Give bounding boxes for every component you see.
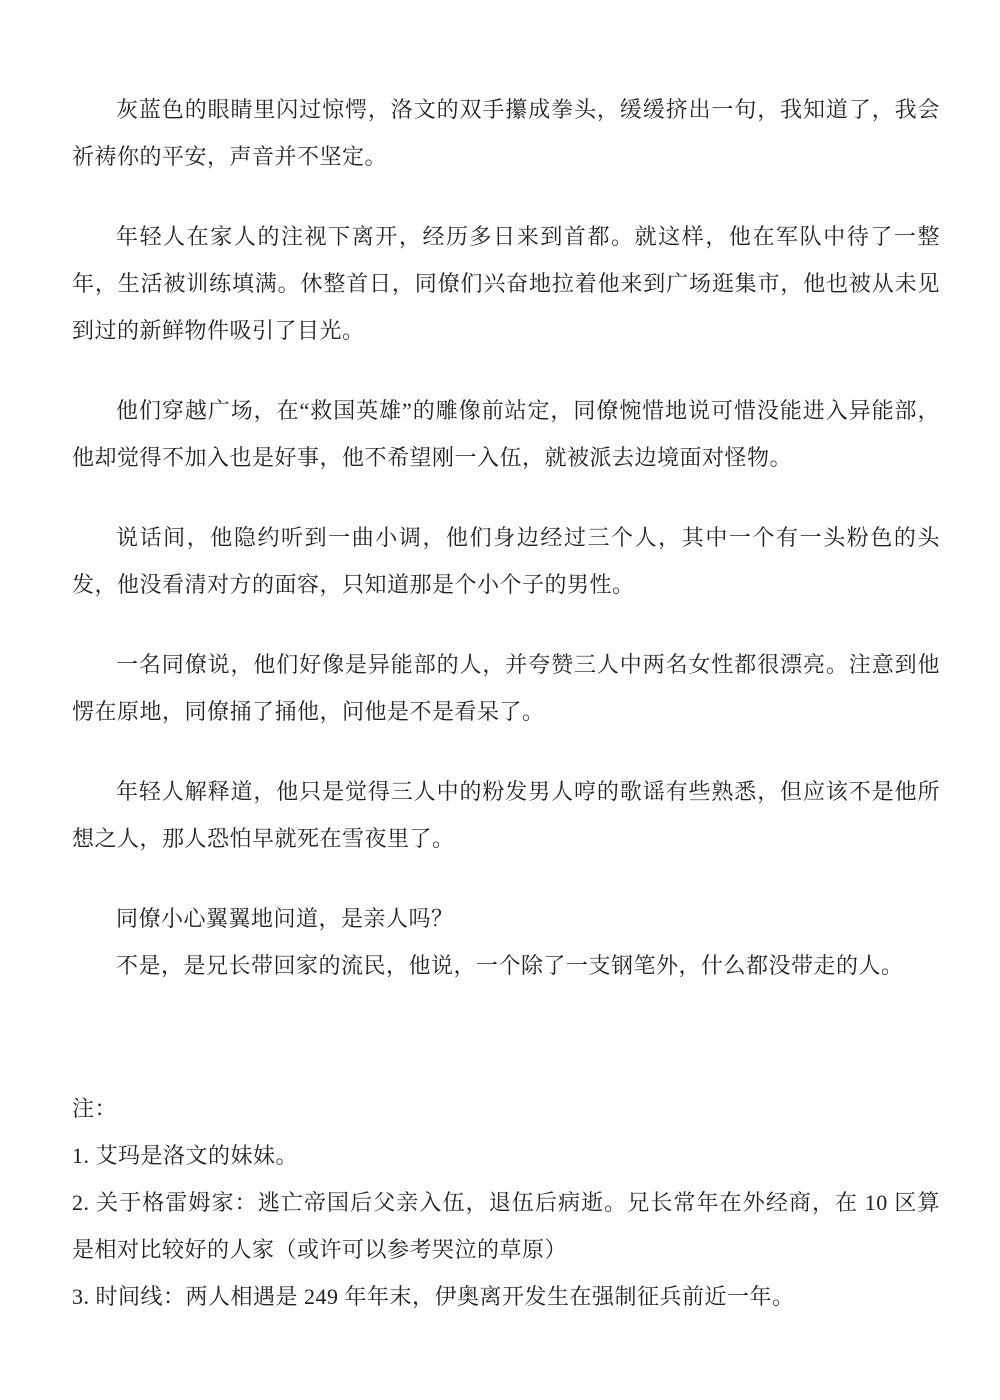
- story-paragraph: 说话间，他隐约听到一曲小调，他们身边经过三个人，其中一个有一头粉色的头发，他没看清对方的面容，只知道那是个小个子的男性。: [72, 525, 940, 597]
- story-paragraph: 不是，是兄长带回家的流民，他说，一个除了一支钢笔外，什么都没带走的人。: [116, 953, 904, 978]
- story-paragraph: 灰蓝色的眼睛里闪过惊愕，洛文的双手攥成拳头，缓缓挤出一句，我知道了，我会祈祷你的平安，声音并不坚定。: [72, 97, 940, 169]
- story-paragraph: 一名同僚说，他们好像是异能部的人，并夸赞三人中两名女性都很漂亮。注意到他愣在原地，同僚捅了捅他，问他是不是看呆了。: [72, 652, 940, 724]
- story-paragraph: 同僚小心翼翼地问道，是亲人吗？: [116, 906, 454, 931]
- story-paragraph: 年轻人解释道，他只是觉得三人中的粉发男人哼的歌谣有些熟悉，但应该不是他所想之人，那人恐怕早就死在雪夜里了。: [72, 779, 940, 851]
- note-item: 2. 关于格雷姆家：逃亡帝国后父亲入伍，退伍后病逝。兄长常年在外经商，在 10 区算是相对比较好的人家（或许可以参考哭泣的草原）: [72, 1190, 940, 1262]
- note-item: 3. 时间线：两人相遇是 249 年年末，伊奥离开发生在强制征兵前近一年。: [72, 1284, 795, 1309]
- note-item: 1. 艾玛是洛文的妹妹。: [72, 1143, 299, 1168]
- story-body: [72, 86, 940, 989]
- story-paragraph: 年轻人在家人的注视下离开，经历多日来到首都。就这样，他在军队中待了一整年，生活被训练填满。休整首日，同僚们兴奋地拉着他来到广场逛集市，他也被从未见到过的新鲜物件吸引了目光。: [72, 224, 940, 343]
- story-paragraph: 他们穿越广场，在“救国英雄”的雕像前站定，同僚惋惜地说可惜没能进入异能部，他却觉得不加入也是好事，他不希望刚一入伍，就被派去边境面对怪物。: [72, 398, 940, 470]
- notes-heading: 注：: [72, 1096, 118, 1121]
- notes-section: [72, 1085, 940, 1320]
